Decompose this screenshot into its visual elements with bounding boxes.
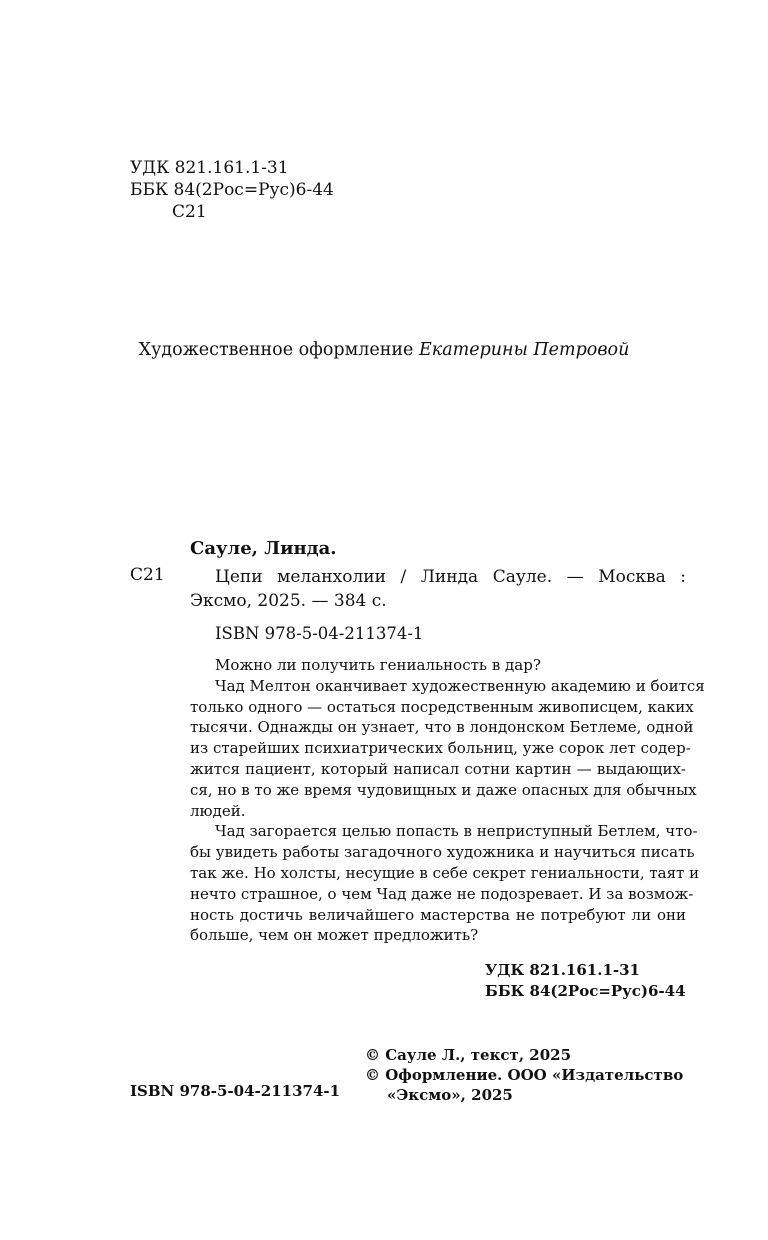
annotation-line: тысячи. Однажды он узнает, что в лондонском Бетлеме, одной [190, 718, 694, 737]
annotation-line: Можно ли получить гениальность в дар? [215, 656, 541, 674]
annotation [190, 655, 705, 946]
annotation-line: так же. Но холсты, несущие в себе секрет гениальности, таят и [190, 863, 700, 882]
annotation-line: жится пациент, который написал сотни картин — выдающих- [190, 759, 686, 778]
record-author-mark: С21 [130, 565, 165, 585]
annotation-line: нечто страшное, о чем Чад даже не подозревает. И за возмож- [190, 884, 694, 903]
udk-code: УДК 821.161.1-31 [130, 158, 289, 178]
bbk-code: ББК 84(2Рос=Рус)6-44 [130, 180, 334, 200]
footer-bbk: ББК 84(2Рос=Рус)6-44 [485, 982, 686, 1000]
isbn-record: ISBN 978-5-04-211374-1 [215, 624, 424, 643]
design-credit-label: Художественное оформление [138, 340, 414, 360]
footer-isbn: ISBN 978-5-04-211374-1 [130, 1082, 341, 1100]
annotation-line: людей. [190, 801, 246, 820]
annotation-line: Чад Мелтон оканчивает художественную академию и боится [215, 676, 705, 695]
copyright-text: © Сауле Л., текст, 2025 [365, 1046, 572, 1064]
footer-classification-codes [485, 960, 686, 1002]
author-heading: Сауле, Линда. [190, 538, 337, 559]
designer-name: Екатерины Петровой [418, 340, 630, 360]
annotation-line: ся, но в то же время чудовищных и даже опасных для обычных [190, 780, 697, 799]
annotation-line: только одного — остаться посредственным живописцем, каких [190, 697, 694, 716]
annotation-line: Чад загорается целью попасть в неприступный Бетлем, что- [215, 822, 698, 841]
annotation-line: из старейших психиатрических больниц, уже сорок лет содер- [190, 739, 691, 758]
annotation-line: больше, чем он может предложить? [190, 926, 479, 945]
design-credit [0, 340, 768, 360]
copyright-design-cont: «Эксмо», 2025 [387, 1086, 513, 1104]
annotation-line: ность достичь величайшего мастерства не потребуют ли они [190, 905, 686, 924]
title-line-2: Эксмо, 2025. — 384 с. [190, 591, 387, 611]
bibliographic-description [190, 565, 686, 613]
title-line-1: Цепи меланхолии / Линда Сауле. — Москва : [215, 567, 686, 587]
footer-udk: УДК 821.161.1-31 [485, 961, 640, 979]
annotation-line: бы увидеть работы загадочного художника и научиться писать [190, 843, 695, 862]
copyright-design: © Оформление. ООО «Издательство [365, 1066, 684, 1084]
author-mark: С21 [172, 202, 207, 222]
header-classification-codes [130, 157, 334, 223]
copyright-block [365, 1045, 683, 1105]
